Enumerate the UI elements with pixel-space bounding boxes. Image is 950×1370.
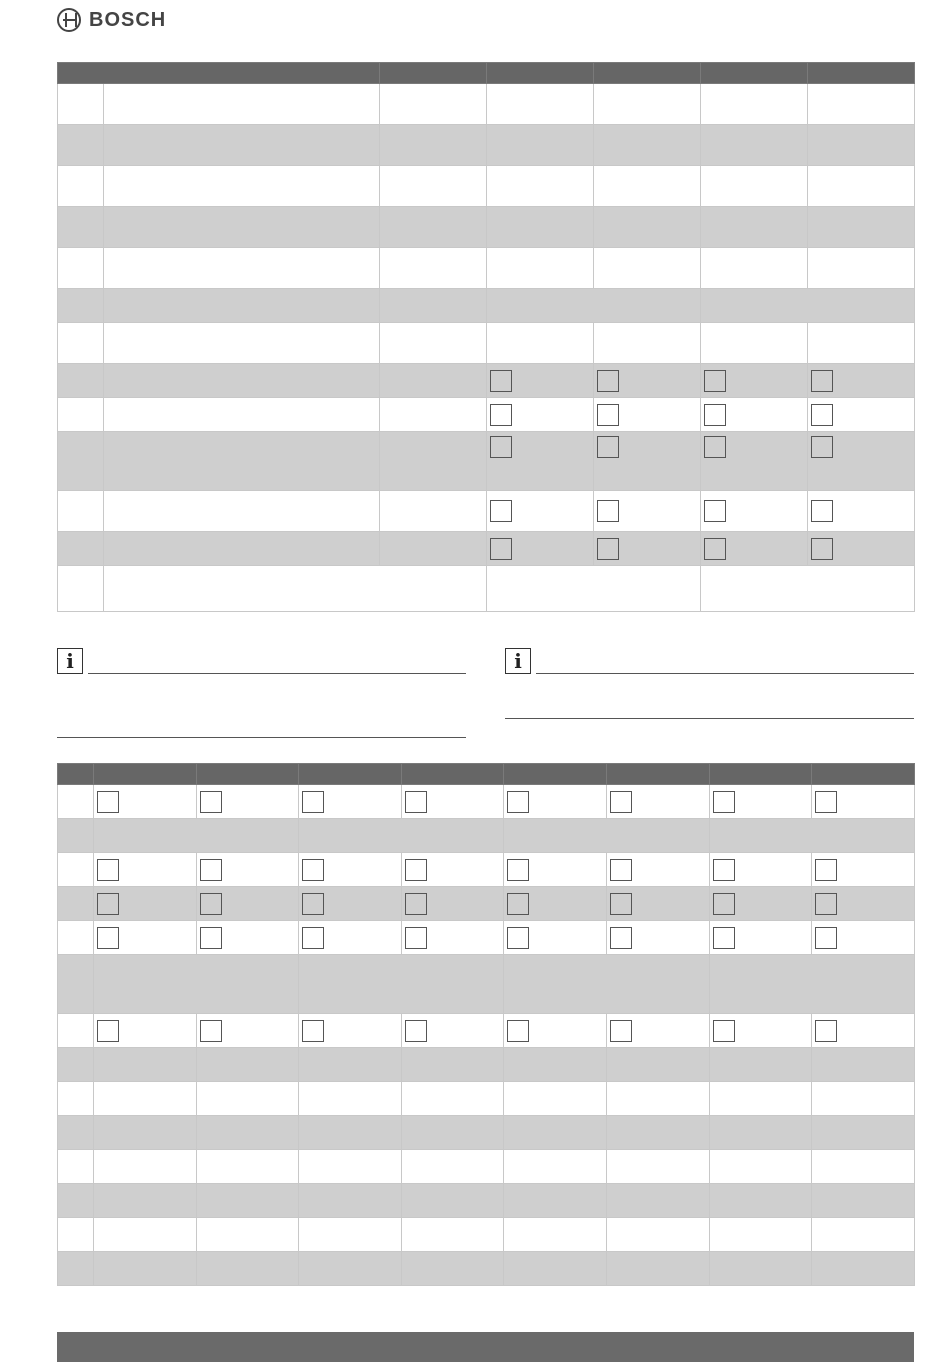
table-row [58, 84, 915, 125]
checkbox[interactable] [811, 404, 833, 426]
checkbox[interactable] [507, 893, 529, 915]
table-row [58, 125, 915, 166]
checkbox[interactable] [597, 436, 619, 458]
checkbox[interactable] [507, 791, 529, 813]
table-row [58, 1184, 915, 1218]
checkbox[interactable] [97, 791, 119, 813]
checkbox[interactable] [811, 538, 833, 560]
footer-bar [57, 1332, 914, 1362]
table-row [58, 491, 915, 532]
table-row [58, 432, 915, 491]
checkbox[interactable] [200, 927, 222, 949]
checkbox[interactable] [713, 893, 735, 915]
info-icon: i [505, 648, 531, 674]
table-row [58, 921, 915, 955]
checkbox[interactable] [302, 791, 324, 813]
checkbox[interactable] [597, 404, 619, 426]
table-row [58, 566, 915, 612]
table-row [58, 1048, 915, 1082]
table-row [58, 323, 915, 364]
note-rule [536, 673, 914, 674]
checkbox[interactable] [200, 893, 222, 915]
table-row [58, 819, 915, 853]
checkbox[interactable] [811, 500, 833, 522]
info-icon: i [57, 648, 83, 674]
table-row [58, 853, 915, 887]
checkbox[interactable] [704, 404, 726, 426]
table-row [58, 1014, 915, 1048]
table-row [58, 1082, 915, 1116]
table-row [58, 398, 915, 432]
header-cell [594, 63, 701, 84]
checkbox[interactable] [490, 436, 512, 458]
checkbox[interactable] [704, 500, 726, 522]
bosch-armature-icon [57, 8, 81, 32]
brand-name: BOSCH [89, 8, 167, 31]
table-row [58, 1252, 915, 1286]
checkbox[interactable] [405, 791, 427, 813]
checkbox[interactable] [97, 1020, 119, 1042]
checkbox[interactable] [405, 927, 427, 949]
note-rule [505, 718, 914, 719]
table-row [58, 1218, 915, 1252]
checkbox[interactable] [713, 927, 735, 949]
checkbox[interactable] [713, 791, 735, 813]
checkbox[interactable] [507, 1020, 529, 1042]
checkbox[interactable] [610, 859, 632, 881]
note-rule [57, 737, 466, 738]
checkbox[interactable] [597, 538, 619, 560]
checkbox[interactable] [405, 1020, 427, 1042]
table-row [58, 207, 915, 248]
header-cell [701, 63, 808, 84]
checkbox[interactable] [490, 500, 512, 522]
checkbox[interactable] [200, 1020, 222, 1042]
checkbox[interactable] [610, 791, 632, 813]
table-row [58, 785, 915, 819]
checkbox[interactable] [200, 859, 222, 881]
table-1 [57, 62, 915, 612]
checkbox[interactable] [302, 1020, 324, 1042]
brand-logo [57, 8, 166, 32]
note-rule [88, 673, 466, 674]
checkbox[interactable] [97, 893, 119, 915]
checkbox[interactable] [811, 370, 833, 392]
checkbox[interactable] [610, 893, 632, 915]
table-row [58, 166, 915, 207]
table-header-row [58, 764, 915, 785]
checkbox[interactable] [405, 859, 427, 881]
checkbox[interactable] [815, 791, 837, 813]
checkbox[interactable] [704, 370, 726, 392]
table-row [58, 248, 915, 289]
table-2 [57, 763, 915, 1286]
table-row [58, 1116, 915, 1150]
table-row [58, 887, 915, 921]
header-cell [487, 63, 594, 84]
checkbox[interactable] [507, 859, 529, 881]
table-row [58, 364, 915, 398]
checkbox[interactable] [507, 927, 529, 949]
checkbox[interactable] [610, 1020, 632, 1042]
checkbox[interactable] [490, 370, 512, 392]
table-row [58, 532, 915, 566]
table-row [58, 955, 915, 1014]
checkbox[interactable] [302, 927, 324, 949]
checkbox[interactable] [815, 1020, 837, 1042]
header-cell [58, 63, 380, 84]
checkbox[interactable] [704, 436, 726, 458]
checkbox[interactable] [704, 538, 726, 560]
checkbox[interactable] [713, 859, 735, 881]
checkbox[interactable] [815, 927, 837, 949]
header-cell [380, 63, 487, 84]
checkbox[interactable] [610, 927, 632, 949]
table-row [58, 289, 915, 323]
checkbox[interactable] [490, 538, 512, 560]
table-row [58, 1150, 915, 1184]
checkbox[interactable] [597, 370, 619, 392]
header-cell [808, 63, 915, 84]
checkbox[interactable] [200, 791, 222, 813]
checkbox[interactable] [490, 404, 512, 426]
checkbox[interactable] [815, 893, 837, 915]
checkbox[interactable] [302, 859, 324, 881]
checkbox[interactable] [97, 927, 119, 949]
checkbox[interactable] [302, 893, 324, 915]
checkbox[interactable] [811, 436, 833, 458]
checkbox[interactable] [405, 893, 427, 915]
table-header-row [58, 63, 915, 84]
checkbox[interactable] [97, 859, 119, 881]
checkbox[interactable] [597, 500, 619, 522]
checkbox[interactable] [815, 859, 837, 881]
checkbox[interactable] [713, 1020, 735, 1042]
